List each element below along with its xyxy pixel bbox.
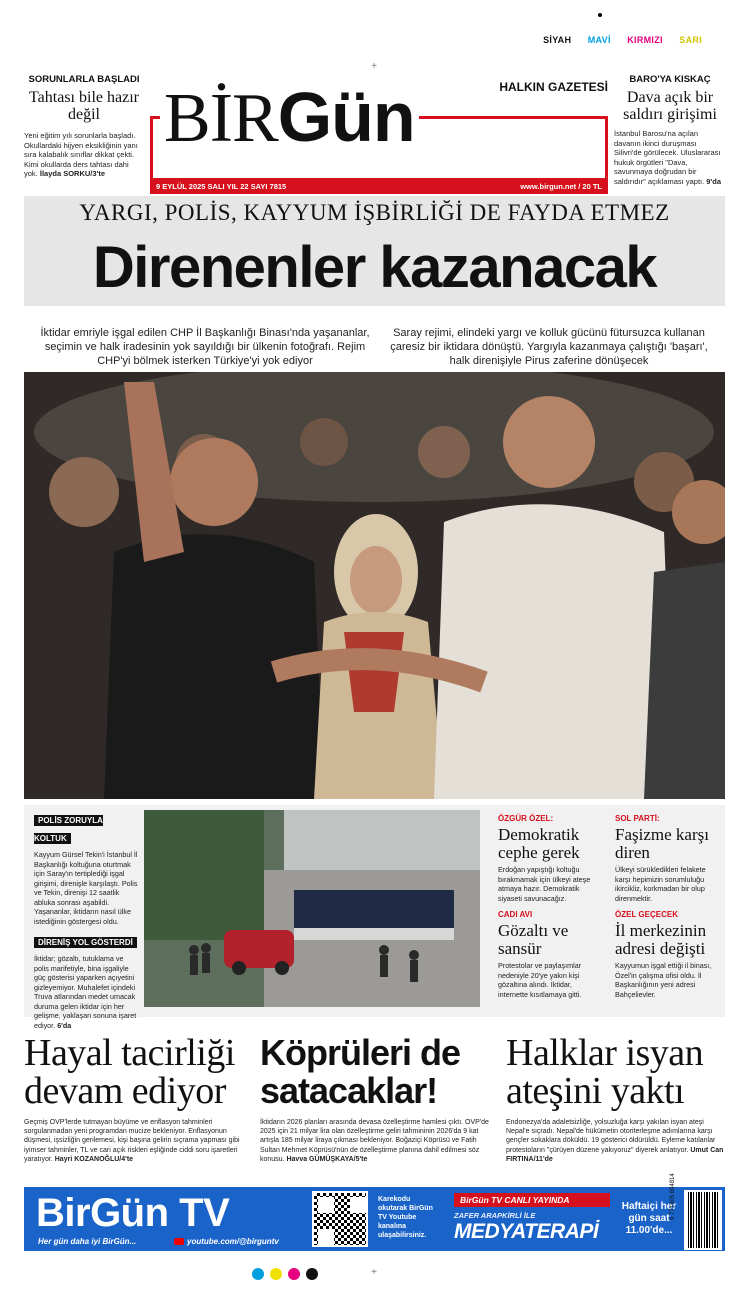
side-column-4[interactable] xyxy=(615,910,715,999)
barcode-bars xyxy=(688,1192,718,1248)
tv-slogan: Her gün daha iyi BirGün... xyxy=(38,1237,137,1246)
tv-qr-text: Karekodu okutarak BirGün TV Youtube kanalına ulaşabilirsiniz. xyxy=(378,1196,433,1239)
bottom-story-3-body-wrap xyxy=(506,1118,726,1164)
left-teaser-body-wrap xyxy=(24,131,144,179)
tv-banner[interactable] xyxy=(24,1187,725,1251)
bottom-story-2-headline: Köprüleri de satacaklar! xyxy=(260,1032,461,1111)
side-column-1[interactable] xyxy=(498,814,598,903)
box2-body-wrap xyxy=(34,954,138,1030)
tv-show: MEDYATERAPİ xyxy=(454,1220,599,1243)
side-column-3-headline: Gözaltı ve sansür xyxy=(498,921,569,958)
side-column-3-body: Protestolar ve paylaşımlar nedeniyle 20'ye yakın kişi gözaltına alındı. İktidar, internette kısıtlamaya gitti. xyxy=(498,961,582,999)
bottom-story-1-body-wrap xyxy=(24,1118,254,1164)
bottom-story-1-body: Geçmiş OVP'lerde tutmayan büyüme ve enflasyon tahminleri sorgulanmadan yeni programdan mucize bekleniyor. Enflasyonun düşmesi, işsizliğin gerilemesi, kişi başına gelirin sıçrama yapması gibi iyimser tahminler, TL ve cari açık riskleri eşliğinde ciddi soru işaretleri yaratıyor. xyxy=(24,1119,240,1163)
tv-youtube: youtube.com/@birguntv xyxy=(187,1237,279,1246)
qr-code-icon[interactable] xyxy=(312,1191,368,1247)
box1-label: POLİS ZORUYLA KOLTUK xyxy=(34,816,103,843)
side-column-2[interactable] xyxy=(615,814,715,903)
right-teaser-body-wrap xyxy=(614,129,726,186)
main-headline[interactable]: Direnenler kazanacak xyxy=(92,235,657,300)
site-price: www.birgun.net / 20 TL xyxy=(520,181,602,191)
tv-title: BirGün TV xyxy=(36,1191,230,1235)
cyan-dot-icon xyxy=(252,1268,264,1280)
police-photo xyxy=(144,810,480,1007)
box2-label-wrap xyxy=(34,932,138,950)
side-column-4-kicker: ÖZEL GEÇECEK xyxy=(615,910,678,919)
box2-body: İktidar; gözaltı, tutuklama ve polis marifetiyle, bina işgaliyle güç gösterisi yaparken açıyetini gizleyemiyor. Muhalefet içindeki Truva atlarından medet umacak duruma gelen iktidar için her gelişme, yaklaşan sonuna işaret ediyor. xyxy=(34,954,137,1030)
bottom-story-2-byline: Havva GÜMÜŞKAYA/5'te xyxy=(286,1155,368,1163)
bottom-story-3-byline: Umut Can FIRTINA/11'de xyxy=(506,1146,724,1163)
side-column-4-body: Kayyumun işgal ettiği il binası, Özel'in çalışma ofisi oldu. İl Başkanlığının yeni adresi Bahçelievler. xyxy=(615,961,712,999)
side-column-3[interactable] xyxy=(498,910,598,999)
tv-youtube-link[interactable] xyxy=(174,1237,279,1246)
box2-ref: 6'da xyxy=(57,1020,72,1030)
color-label-black: SİYAH xyxy=(543,35,572,45)
bottom-story-2-body-wrap xyxy=(260,1118,492,1164)
bottom-story-3[interactable] xyxy=(506,1034,726,1164)
registration-mark-icon: + xyxy=(371,61,377,72)
side-column-1-headline: Demokratik cephe gerek xyxy=(498,825,580,862)
right-teaser-body: İstanbul Barosu'na açılan davanın ikinci duruşması Silivri'de görülecek. Uluslararası hukuk örgütleri "Dava, savunmaya doğrudan bir saldırıdır" açıklaması yaptı. xyxy=(614,129,721,186)
main-overline: YARGI, POLİS, KAYYUM İŞBİRLİĞİ DE FAYDA ETMEZ xyxy=(79,200,670,225)
color-label-magenta: KIRMIZI xyxy=(627,35,663,45)
left-teaser-kicker: SORUNLARLA BAŞLADI xyxy=(28,74,140,85)
masthead-subtitle: HALKIN GAZETESİ xyxy=(495,80,608,94)
tv-schedule: Haftaiçi her gün saat 11.00'de... xyxy=(621,1201,677,1236)
side-column-4-headline: İl merkezinin adresi değişti xyxy=(615,921,707,958)
tv-live-label: BirGün TV CANLI YAYINDA xyxy=(454,1193,610,1207)
main-deck-left: İktidar emriyle işgal edilen CHP İl Başkanlığı Binası'nda yaşananlar, seçimin ve halk iradesinin yok sayıldığı bir ülkenin fotoğrafı. Rejim CHP'yi bölmek isterken Türkiye'yi yok ediyor xyxy=(40,327,370,367)
main-photo xyxy=(24,372,725,799)
bottom-story-2-body: İktidarın 2026 planları arasında devasa özelleştirme hamlesi çıktı. OVP'de 2025 için 21 milyar lira olan özelleştirme geliri tahmininin 2026'da 9 kat artışla 185 milyar liraya çıkması bekleniyor. Boğaziçi Köprüsü ve Fatih Sultan Mehmet Köprüsü'nün de özelleştirme planına dahil edilmesi söz konusu. xyxy=(260,1119,489,1163)
masthead xyxy=(150,72,608,194)
tv-show-block xyxy=(454,1193,610,1244)
bottom-story-3-headline: Halklar isyan ateşini yaktı xyxy=(506,1032,704,1112)
lower-left-column xyxy=(34,810,138,1030)
main-deck-right: Saray rejimi, elindeki yargı ve kolluk gücünü fütursuzca kullanan çaresiz bir iktidara dönüştü. Yargıyla kazanmaya çalıştığı 'başarı', halk direnişiyle Pirus zaferine dönüşecek xyxy=(390,327,708,367)
bottom-story-1-byline: Hayri KOZANOĞLU/4'te xyxy=(54,1155,134,1163)
bottom-story-3-body: Endonezya'da adaletsizliğe, yolsuzluğa karşı yakılan isyan ateşi Nepal'e sıçradı. Nepal'de hükümetin otoriterleşme adımlarına karşı gençler sokaklara döküldü. 19 gösterici öldürüldü. Eyleme katılanlar protestoların "çürüyen düzene yakıyoruz" diyerek anlatıyor. xyxy=(506,1119,716,1154)
dateline-bar xyxy=(150,178,608,194)
side-column-1-kicker: ÖZGÜR ÖZEL: xyxy=(498,814,554,823)
protest-illustration xyxy=(24,372,725,799)
yellow-dot-icon xyxy=(270,1268,282,1280)
logo-gun: Gün xyxy=(277,78,415,156)
right-teaser-ref: 9'da xyxy=(706,176,722,186)
left-teaser-byline: İlayda SORKU/3'te xyxy=(39,169,105,178)
color-dots xyxy=(252,1268,318,1280)
side-column-2-kicker: SOL PARTİ: xyxy=(615,814,660,823)
registration-mark-bottom-icon: + xyxy=(371,1267,377,1278)
side-column-1-body: Erdoğan yapıştığı koltuğu bırakmamak için ülkeyi ateşe atmaya hazır. Demokratik siyaseti savunacağız. xyxy=(498,865,591,903)
box1-body: Kayyum Gürsel Tekin'i İstanbul İl Başkanlığı koltuğuna oturtmak için Saray'ın tertiplediği işgal girişimi, direnişle karşılaştı. Polis ve Tekin, direnişi 12 saatlik abluka sonrası aşabildi. Yaşananlar, iktidarın nasıl ülke istediğinin göstergesi oldu. xyxy=(34,850,138,926)
side-column-2-body: Ülkeyi sürükledikleri felakete karşı hepimizin sorumluluğu ikircikliz, korkmadan bir olup direnmektir. xyxy=(615,865,706,903)
right-teaser-headline: Dava açık bir saldırı girişimi xyxy=(623,89,717,123)
side-column-2-headline: Faşizme karşı diren xyxy=(615,825,709,862)
color-label-yellow: SARI xyxy=(679,35,702,45)
color-label-cyan: MAVİ xyxy=(587,35,611,45)
left-teaser-headline: Tahtası bile hazır değil xyxy=(29,89,139,123)
box2-label: DİRENİŞ YOL GÖSTERDİ xyxy=(34,937,137,948)
bottom-story-1-headline: Hayal tacirliği devam ediyor xyxy=(24,1032,235,1112)
side-column-3-kicker: CADI AVI xyxy=(498,910,533,919)
left-teaser-body: Yeni eğitim yılı sorunlarla başladı. Okullardaki hijyen eksikliğinin yanı sıra kalabalık sınıflar dikkat çekti. Kimi okullarda ders tahtası dahi yok. xyxy=(24,131,138,178)
dateline: 9 EYLÜL 2025 SALI YIL 22 SAYI 7815 xyxy=(156,181,287,191)
right-teaser[interactable] xyxy=(614,74,726,186)
black-dot-icon xyxy=(306,1268,318,1280)
tv-host: ZAFER ARAPKİRLİ İLE xyxy=(454,1211,536,1220)
left-teaser[interactable] xyxy=(24,74,144,179)
dot-mark-icon xyxy=(598,13,602,17)
logo[interactable] xyxy=(160,78,419,157)
police-illustration xyxy=(144,810,480,1007)
bottom-story-1[interactable] xyxy=(24,1034,254,1164)
barcode xyxy=(684,1190,722,1250)
barcode-number: 9 771305 694814 xyxy=(670,1173,676,1220)
magenta-dot-icon xyxy=(288,1268,300,1280)
bottom-story-2[interactable] xyxy=(260,1034,492,1164)
right-teaser-kicker: BARO'YA KISKAÇ xyxy=(629,74,711,85)
color-bar xyxy=(531,30,702,48)
youtube-icon xyxy=(174,1238,184,1245)
logo-bir: BİR xyxy=(164,80,278,157)
